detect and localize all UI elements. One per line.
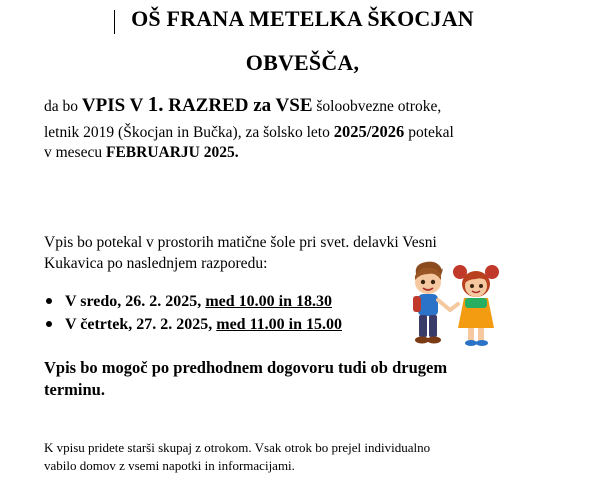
intro-line-2: letnik 2019 (Škocjan in Bučka), za šolsko leto 2025/2026 potekal (44, 122, 454, 141)
announcement-heading: OBVEŠČA, (245, 50, 360, 75)
bullet-icon (46, 321, 52, 327)
footer-paragraph (44, 439, 584, 475)
note-line-1: Vpis bo mogoč po predhodnem dogovoru tudi ob drugem (44, 358, 448, 377)
note-paragraph (44, 357, 564, 401)
location-line-2: Kukavica po naslednjem razporedu: (44, 255, 268, 272)
location-line-1: Vpis bo potekal v prostorih matične šole pri svet. delavki Vesni (44, 234, 437, 251)
boy-figure (413, 262, 450, 344)
children-illustration (400, 260, 510, 355)
footer-line-1: K vpisu pridete starši skupaj z otrokom. Vsak otrok bo prejel individualno (44, 440, 431, 455)
intro-line-3: v mesecu FEBRUARJU 2025. (44, 144, 239, 161)
note-line-2: terminu. (44, 380, 105, 399)
bullet-icon (46, 298, 52, 304)
girl-figure (450, 265, 499, 346)
intro-line-1: da bo VPIS V 1. RAZRED za VSE šoloobvezne otroke, (44, 92, 442, 116)
schedule-item-1: V sredo, 26. 2. 2025, med 10.00 in 18.30 (44, 293, 332, 311)
schedule-item-2: V četrtek, 27. 2. 2025, med 11.00 in 15.00 (44, 316, 342, 334)
school-title: OŠ FRANA METELKA ŠKOCJAN (131, 6, 474, 31)
footer-line-2: vabilo domov z vsemi napotki in informacijami. (44, 458, 295, 473)
